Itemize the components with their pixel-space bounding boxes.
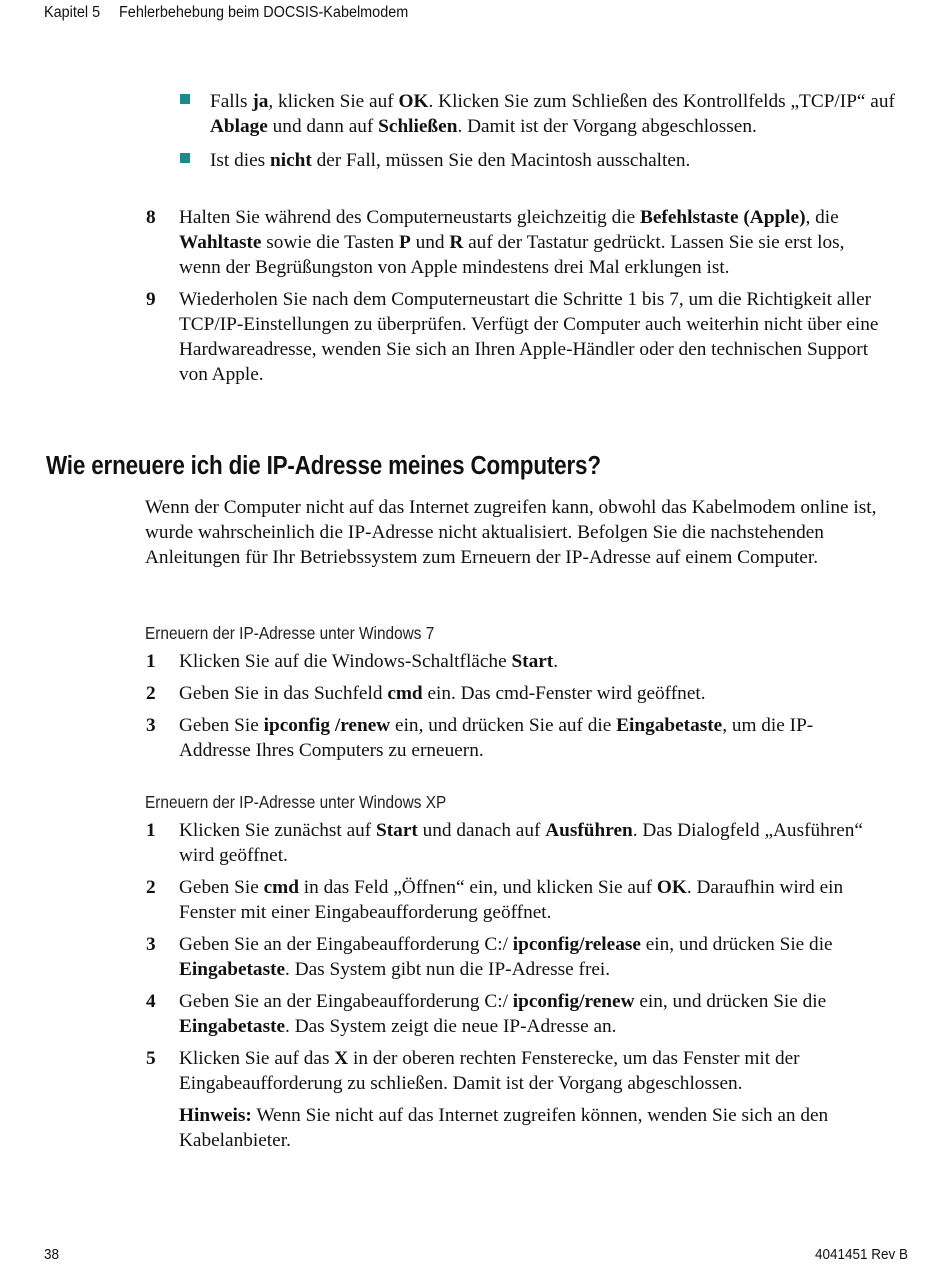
- step-number: 3: [146, 715, 156, 736]
- text-run: Geben Sie: [179, 877, 264, 898]
- bold-text-run: Eingabetaste: [179, 959, 286, 980]
- step-text: [179, 991, 826, 1037]
- step-number: 5: [146, 1048, 156, 1069]
- bold-text-run: Befehlstaste (Apple): [640, 207, 806, 228]
- step-item: [146, 875, 881, 925]
- text-run: Klicken Sie auf das: [179, 1048, 335, 1069]
- step-number: 1: [146, 820, 156, 841]
- step-text: [179, 207, 844, 278]
- text-run: . Das System gibt nun die IP-Adresse frei.: [285, 959, 611, 980]
- bullet-text: [210, 91, 895, 137]
- step-text: [179, 651, 558, 672]
- step-number: 9: [146, 289, 156, 310]
- step-text: [179, 715, 813, 761]
- chapter-title: Fehlerbehebung beim DOCSIS-Kabelmodem: [118, 4, 409, 21]
- text-run: und: [410, 232, 450, 253]
- square-bullet-icon: [180, 94, 190, 104]
- text-run: . Klicken Sie zum Schließen des Kontrollfelds „TCP/IP“ auf: [428, 91, 895, 112]
- text-run: Halten Sie während des Computerneustarts gleichzeitig die: [179, 207, 641, 228]
- text-run: ein, und drücken Sie auf die: [390, 715, 617, 736]
- bold-text-run: OK: [398, 91, 429, 112]
- step-item: [146, 989, 881, 1039]
- bold-text-run: nicht: [269, 150, 312, 171]
- text-run: der Fall, müssen Sie den Macintosh ausschalten.: [311, 150, 691, 171]
- bold-text-run: Eingabetaste: [179, 1016, 286, 1037]
- winxp-heading: Erneuern der IP-Adresse unter Windows XP: [145, 792, 447, 812]
- step-text: [179, 934, 833, 980]
- note: [146, 1103, 881, 1153]
- note-label: Hinweis:: [179, 1105, 252, 1126]
- section-title: Wie erneuere ich die IP-Adresse meines Computers?: [46, 452, 601, 480]
- bold-text-run: Ablage: [210, 116, 268, 137]
- text-run: Wiederholen Sie nach dem Computerneustart die Schritte 1 bis 7, um die Richtigkeit aller TCP/IP-Einstellungen zu überprüfen. Verfügt der Computer auch weiterhin nicht über eine Hardwareadresse, wenden Sie sich an Ihren Apple-Händler oder den technischen Support von Apple.: [179, 289, 879, 385]
- text-run: ein. Das cmd-Fenster wird geöffnet.: [422, 683, 706, 704]
- text-run: Klicken Sie zunächst auf: [179, 820, 377, 841]
- text-run: ein, und drücken Sie die: [634, 991, 827, 1012]
- bold-text-run: ipconfig/renew: [512, 991, 635, 1012]
- step-number: 1: [146, 651, 156, 672]
- step-item: [146, 205, 881, 280]
- step-number: 3: [146, 934, 156, 955]
- bold-text-run: Wahltaste: [179, 232, 262, 253]
- step-list-top: [146, 205, 881, 394]
- step-text: [179, 820, 863, 866]
- step-item: [146, 287, 881, 387]
- text-run: , klicken Sie auf: [268, 91, 399, 112]
- text-run: . Daraufhin wird ein Fenster mit einer Eingabeaufforderung geöffnet.: [179, 877, 844, 923]
- bold-text-run: cmd: [387, 683, 423, 704]
- text-run: , die: [805, 207, 839, 228]
- text-run: Geben Sie in das Suchfeld: [179, 683, 388, 704]
- win7-heading: Erneuern der IP-Adresse unter Windows 7: [145, 623, 435, 643]
- step-item: [146, 932, 881, 982]
- winxp-step-list: [146, 818, 881, 1153]
- bold-text-run: ipconfig /renew: [263, 715, 391, 736]
- bold-text-run: OK: [656, 877, 687, 898]
- text-run: Geben Sie an der Eingabeaufforderung C:/: [179, 991, 513, 1012]
- bullet-item: [180, 89, 910, 139]
- text-run: . Das Dialogfeld „Ausführen“ wird geöffnet.: [179, 820, 863, 866]
- text-run: auf der Tastatur gedrückt. Lassen Sie sie erst los, wenn der Begrüßungston von Apple mindestens drei Mal erklungen ist.: [179, 232, 845, 278]
- text-run: . Damit ist der Vorgang abgeschlossen.: [457, 116, 757, 137]
- document-revision: 4041451 Rev B: [815, 1247, 908, 1263]
- step-number: 2: [146, 683, 156, 704]
- text-run: Geben Sie: [179, 715, 264, 736]
- text-run: ein, und drücken Sie die: [640, 934, 833, 955]
- step-text: [179, 1048, 800, 1094]
- text-run: Ist dies: [210, 150, 270, 171]
- step-text: [179, 289, 878, 385]
- square-bullet-icon: [180, 153, 190, 163]
- step-item: [146, 818, 881, 868]
- page-number: 38: [44, 1247, 60, 1263]
- bold-text-run: ipconfig/release: [512, 934, 641, 955]
- intro-paragraph: Wenn der Computer nicht auf das Internet zugreifen kann, obwohl das Kabelmodem online ist, wurde wahrscheinlich die IP-Adresse nicht aktualisiert. Befolgen Sie die nachstehenden Anleitungen für Ihr Betriebssystem zum Erneuern der IP-Adresse auf einem Computer.: [145, 497, 877, 568]
- text-run: Klicken Sie auf die Windows-Schaltfläche: [179, 651, 512, 672]
- bold-text-run: ja: [252, 91, 269, 112]
- step-item: [146, 681, 881, 706]
- text-run: . Das System zeigt die neue IP-Adresse an.: [285, 1016, 617, 1037]
- text-run: in der oberen rechten Fensterecke, um das Fenster mit der Eingabeaufforderung zu schließen. Damit ist der Vorgang abgeschlossen.: [179, 1048, 800, 1094]
- text-run: und danach auf: [417, 820, 546, 841]
- page-header: [44, 4, 408, 22]
- text-run: Geben Sie an der Eingabeaufforderung C:/: [179, 934, 513, 955]
- step-number: 8: [146, 207, 156, 228]
- step-item: [146, 649, 881, 674]
- text-run: .: [553, 651, 559, 672]
- chapter-label: Kapitel 5: [44, 4, 101, 21]
- bold-text-run: Start: [511, 651, 554, 672]
- step-item: [146, 1046, 881, 1096]
- bold-text-run: X: [334, 1048, 349, 1069]
- text-run: und dann auf: [267, 116, 379, 137]
- text-run: Falls: [210, 91, 253, 112]
- step-number: 2: [146, 877, 156, 898]
- bullet-item: [180, 148, 910, 173]
- bold-text-run: Start: [376, 820, 418, 841]
- step-number: 4: [146, 991, 156, 1012]
- step-text: [179, 683, 706, 704]
- text-run: in das Feld „Öffnen“ ein, und klicken Sie auf: [298, 877, 657, 898]
- bold-text-run: R: [449, 232, 464, 253]
- bold-text-run: cmd: [263, 877, 299, 898]
- bold-text-run: Eingabetaste: [616, 715, 723, 736]
- step-item: [146, 713, 881, 763]
- text-run: , um die IP-Addresse Ihres Computers zu erneuern.: [179, 715, 814, 761]
- text-run: sowie die Tasten: [261, 232, 400, 253]
- bullet-list: [180, 89, 910, 182]
- bold-text-run: P: [399, 232, 411, 253]
- bullet-text: [210, 150, 690, 171]
- bold-text-run: Ausführen: [545, 820, 633, 841]
- note-text: Wenn Sie nicht auf das Internet zugreifen können, wenden Sie sich an den Kabelanbieter.: [179, 1105, 829, 1151]
- step-text: [179, 877, 843, 923]
- win7-step-list: [146, 649, 881, 770]
- bold-text-run: Schließen: [378, 116, 458, 137]
